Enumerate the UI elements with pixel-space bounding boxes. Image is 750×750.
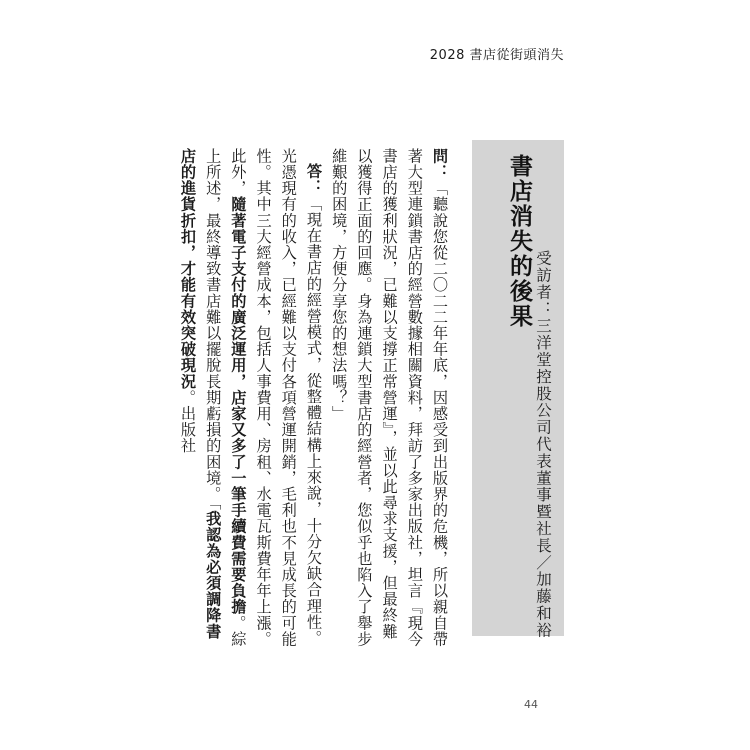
chapter-title: 書店消失的後果: [506, 154, 532, 329]
answer-bold-1: 隨著電子支付的廣泛運用，店家又多了一筆手續費需要負擔: [229, 196, 248, 615]
answer-label: 答：: [304, 163, 323, 196]
interview-body: [178, 148, 452, 648]
answer-text-1: 「現在書店的經營模式，從整體結構上來說，十分欠缺合理性。光憑現有的收入，已經難以支付各項營運開銷，毛利也不見成長的可能性。其中三大經營成本，包括人事費用、房租、水電瓦斯費年年上漲。此外，: [229, 148, 323, 648]
question-label: 問：: [431, 148, 449, 181]
chapter-title-panel: [472, 140, 564, 639]
running-head: 2028 書店從街頭消失: [429, 48, 564, 63]
answer-paragraph: [175, 148, 326, 648]
question-paragraph: [326, 148, 452, 648]
interviewee-line: 受訪者：三洋堂控股公司代表董事暨社長／加藤和裕: [534, 250, 552, 639]
answer-text-2: 。綜上所述，最終導致書店難以擺脫長期虧損的困境。「: [204, 148, 248, 648]
answer-bold-2: 我認為必須調降書店的進貨折扣，才能有效突破現況: [178, 148, 223, 640]
answer-text-3: 。出版社: [178, 389, 197, 454]
page-number: 44: [524, 698, 538, 711]
question-text: 「聽說您從二〇二二年年底，因感受到出版界的危機，所以親自帶著大型連鎖書店的經營數據相關資料，拜訪了多家出版社，坦言『現今書店的獲利狀況，已難以支撐正常營運』，並以此尋求支援，但最終難以獲得正面的回應。身為連鎖大型書店的經營者，您似乎也陷入了舉步維艱的困境，方便分享您的想法嗎？」: [330, 148, 449, 648]
